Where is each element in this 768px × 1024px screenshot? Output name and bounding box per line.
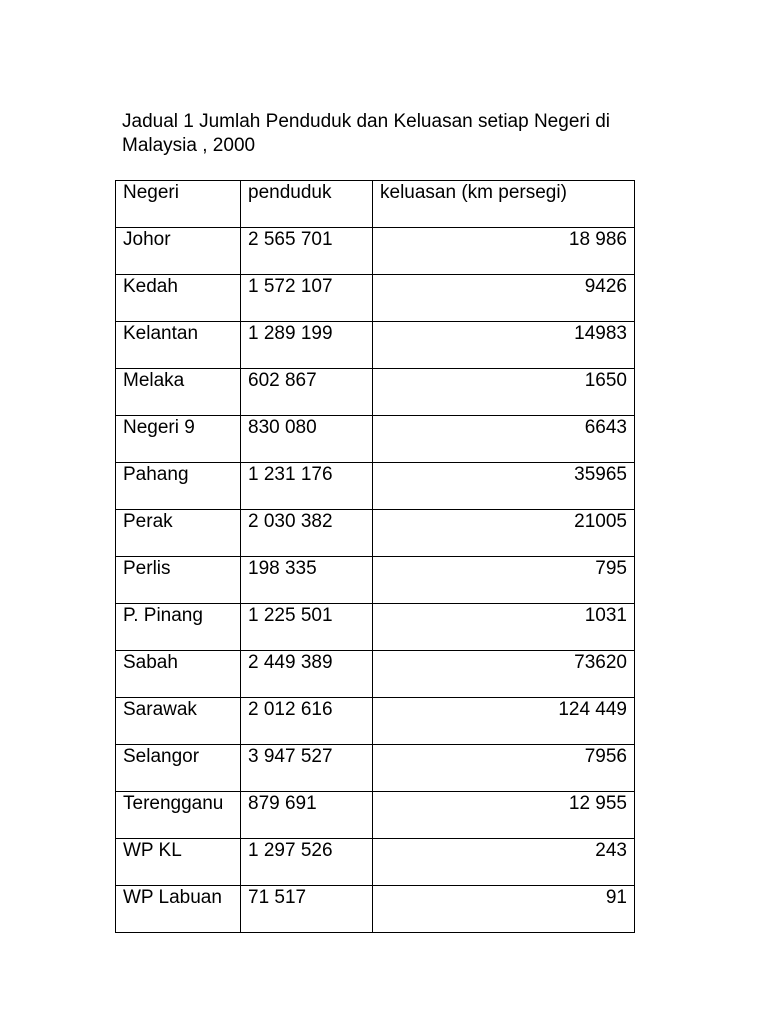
cell-negeri: WP KL [116, 839, 241, 886]
cell-negeri: Sarawak [116, 698, 241, 745]
cell-penduduk: 71 517 [241, 886, 373, 933]
table-row [116, 228, 635, 275]
table-row [116, 369, 635, 416]
cell-negeri: Selangor [116, 745, 241, 792]
cell-keluasan: 73620 [373, 651, 635, 698]
cell-penduduk: 2 012 616 [241, 698, 373, 745]
population-area-table [115, 180, 635, 933]
cell-negeri: Perak [116, 510, 241, 557]
cell-keluasan: 7956 [373, 745, 635, 792]
cell-keluasan: 1650 [373, 369, 635, 416]
cell-penduduk: 830 080 [241, 416, 373, 463]
cell-keluasan: 795 [373, 557, 635, 604]
table-body [116, 228, 635, 933]
table-row [116, 698, 635, 745]
cell-negeri: Negeri 9 [116, 416, 241, 463]
table-row [116, 416, 635, 463]
cell-penduduk: 2 449 389 [241, 651, 373, 698]
cell-keluasan: 14983 [373, 322, 635, 369]
cell-negeri: P. Pinang [116, 604, 241, 651]
cell-keluasan: 9426 [373, 275, 635, 322]
cell-keluasan: 1031 [373, 604, 635, 651]
caption-line-1: Jadual 1 Jumlah Penduduk dan Keluasan setiap Negeri di [122, 111, 610, 132]
table-row [116, 651, 635, 698]
cell-negeri: Kelantan [116, 322, 241, 369]
table-row [116, 745, 635, 792]
cell-penduduk: 879 691 [241, 792, 373, 839]
cell-keluasan: 21005 [373, 510, 635, 557]
table-row [116, 792, 635, 839]
cell-negeri: Sabah [116, 651, 241, 698]
table-row [116, 839, 635, 886]
table-row [116, 604, 635, 651]
cell-penduduk: 1 297 526 [241, 839, 373, 886]
table-row [116, 886, 635, 933]
table-row [116, 322, 635, 369]
header-keluasan: keluasan (km persegi) [373, 181, 635, 228]
cell-negeri: Johor [116, 228, 241, 275]
table-caption [122, 110, 682, 158]
cell-penduduk: 602 867 [241, 369, 373, 416]
cell-penduduk: 3 947 527 [241, 745, 373, 792]
cell-penduduk: 1 289 199 [241, 322, 373, 369]
cell-negeri: WP Labuan [116, 886, 241, 933]
table-row [116, 557, 635, 604]
cell-keluasan: 124 449 [373, 698, 635, 745]
cell-keluasan: 243 [373, 839, 635, 886]
header-negeri: Negeri [116, 181, 241, 228]
cell-penduduk: 198 335 [241, 557, 373, 604]
header-penduduk: penduduk [241, 181, 373, 228]
table-header-row [116, 181, 635, 228]
table-row [116, 463, 635, 510]
cell-negeri: Terengganu [116, 792, 241, 839]
cell-penduduk: 1 225 501 [241, 604, 373, 651]
cell-negeri: Kedah [116, 275, 241, 322]
cell-keluasan: 91 [373, 886, 635, 933]
cell-keluasan: 6643 [373, 416, 635, 463]
cell-keluasan: 35965 [373, 463, 635, 510]
cell-penduduk: 1 231 176 [241, 463, 373, 510]
cell-keluasan: 12 955 [373, 792, 635, 839]
caption-line-2: Malaysia , 2000 [122, 135, 256, 156]
cell-penduduk: 1 572 107 [241, 275, 373, 322]
cell-keluasan: 18 986 [373, 228, 635, 275]
cell-negeri: Pahang [116, 463, 241, 510]
cell-negeri: Melaka [116, 369, 241, 416]
table-row [116, 275, 635, 322]
table-row [116, 510, 635, 557]
cell-penduduk: 2 030 382 [241, 510, 373, 557]
cell-negeri: Perlis [116, 557, 241, 604]
cell-penduduk: 2 565 701 [241, 228, 373, 275]
